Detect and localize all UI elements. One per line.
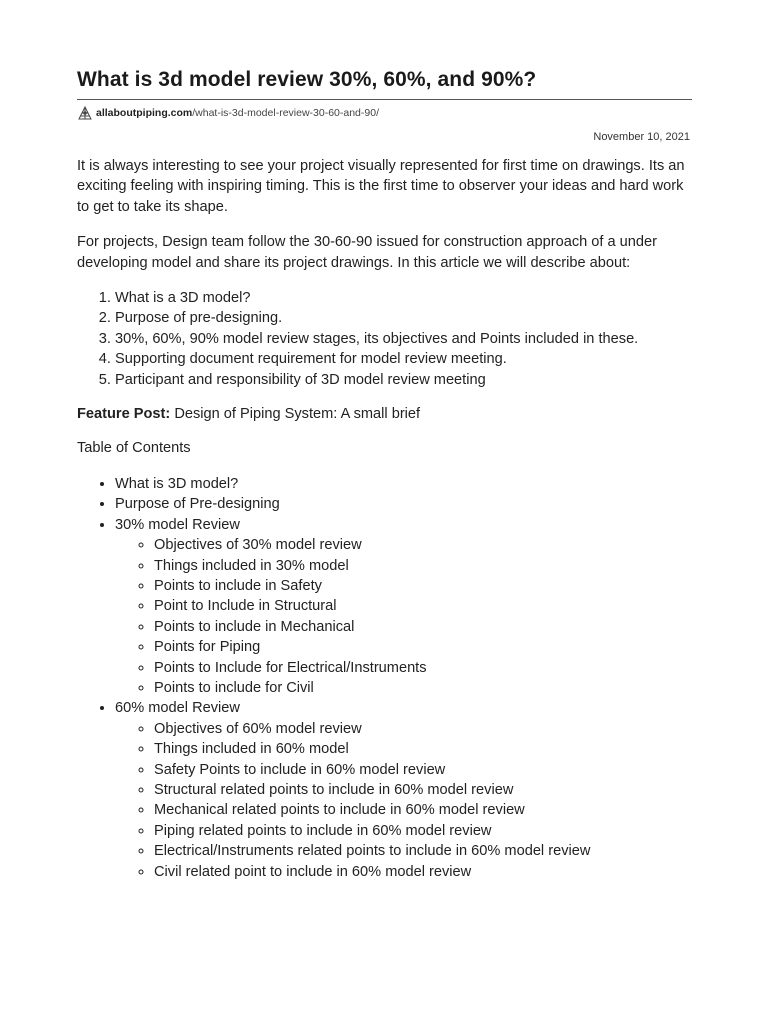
source-line[interactable] <box>77 104 692 122</box>
about-list-item: 1. What is a 3D model? <box>115 288 692 308</box>
toc-subitem[interactable]: ◦ Objectives of 60% model review <box>154 719 692 739</box>
source-domain[interactable]: allaboutpiping.com <box>96 107 193 119</box>
toc-subitem[interactable]: ◦ Mechanical related points to include in 60% model review <box>154 800 692 820</box>
toc-sublist-30 <box>115 535 692 698</box>
title-divider <box>77 99 692 100</box>
toc-item-label[interactable]: What is 3D model? <box>115 475 239 492</box>
feature-post[interactable] <box>77 404 692 424</box>
toc-subitem[interactable]: ◦ Points to include for Civil <box>154 678 692 698</box>
site-logo-icon <box>77 105 93 121</box>
toc-item[interactable] <box>115 698 692 882</box>
about-list-item: 3. 30%, 60%, 90% model review stages, its objectives and Points included in these. <box>115 329 692 349</box>
toc-subitem[interactable]: ◦ Electrical/Instruments related points to include in 60% model review <box>154 841 692 861</box>
toc-subitem[interactable]: ◦ Point to Include in Structural <box>154 596 692 616</box>
toc-subitem[interactable]: ◦ Points to include in Safety <box>154 576 692 596</box>
feature-post-link[interactable]: Design of Piping System: A small brief <box>170 406 421 423</box>
toc-item-label[interactable]: 60% model Review <box>115 700 240 717</box>
toc-subitem[interactable]: ◦ Things included in 30% model <box>154 556 692 576</box>
page-title: What is 3d model review 30%, 60%, and 90%? <box>77 68 537 91</box>
toc-subitem[interactable]: ◦ Points to include in Mechanical <box>154 617 692 637</box>
toc-subitem[interactable]: ◦ Points for Piping <box>154 637 692 657</box>
about-list <box>77 288 692 390</box>
toc-subitem[interactable]: ◦ Civil related point to include in 60% model review <box>154 862 692 882</box>
toc-subitem[interactable]: ◦ Piping related points to include in 60% model review <box>154 821 692 841</box>
article-page <box>77 0 692 882</box>
toc-item[interactable] <box>115 515 692 699</box>
intro-paragraph-1: It is always interesting to see your project visually represented for first time on drawings. Its an exciting feeling with inspiring timing. This is the first time to observer your ideas and hard work to get to take its shape. <box>77 158 685 215</box>
source-path[interactable]: /what-is-3d-model-review-30-60-and-90/ <box>192 107 379 119</box>
toc-item-label[interactable]: 30% model Review <box>115 516 240 533</box>
toc-subitem[interactable]: ◦ Structural related points to include in 60% model review <box>154 780 692 800</box>
intro-paragraph-2: For projects, Design team follow the 30-60-90 issued for construction approach of a under developing model and share its project drawings. In this article we will describe about: <box>77 234 658 271</box>
about-list-item: 2. Purpose of pre-designing. <box>115 308 692 328</box>
toc-item[interactable] <box>115 474 692 494</box>
toc-subitem[interactable]: ◦ Points to Include for Electrical/Instruments <box>154 658 692 678</box>
toc-subitem[interactable]: ◦ Things included in 60% model <box>154 739 692 759</box>
toc-title: Table of Contents <box>77 440 191 457</box>
toc-subitem[interactable]: ◦ Objectives of 30% model review <box>154 535 692 555</box>
table-of-contents <box>77 474 692 882</box>
toc-item[interactable] <box>115 494 692 514</box>
about-list-item: 5. Participant and responsibility of 3D model review meeting <box>115 370 692 390</box>
publish-date: November 10, 2021 <box>593 131 690 143</box>
toc-item-label[interactable]: Purpose of Pre-designing <box>115 496 280 513</box>
toc-sublist-60 <box>115 719 692 882</box>
about-list-item: 4. Supporting document requirement for model review meeting. <box>115 349 692 369</box>
feature-post-label: Feature Post: <box>77 406 171 423</box>
toc-subitem[interactable]: ◦ Safety Points to include in 60% model review <box>154 760 692 780</box>
